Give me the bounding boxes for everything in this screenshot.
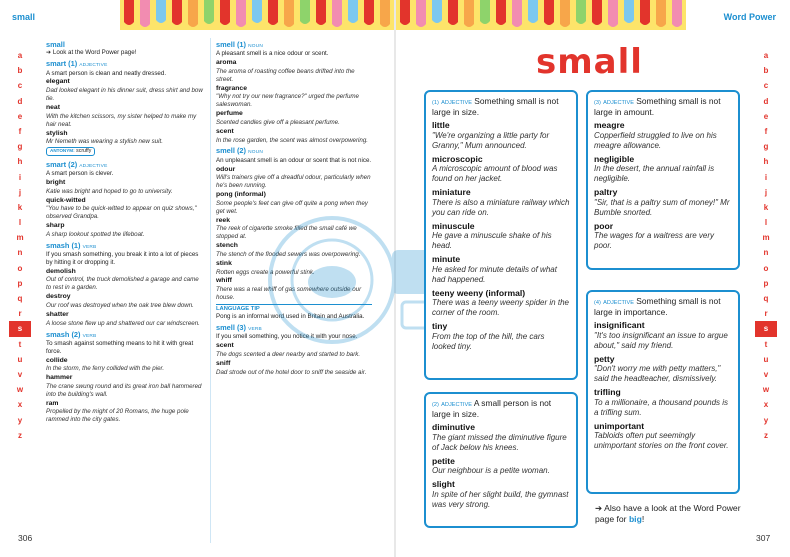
sense-box-3 — [586, 90, 740, 270]
synonym: stench — [216, 242, 238, 250]
part-of-speech: ADJECTIVE — [441, 402, 472, 408]
example-sentence: "Sir, that is a paltry sum of money!" Mr Bumble snorted. — [594, 197, 730, 217]
synonym: miniature — [432, 187, 471, 198]
alphabet-tab-h[interactable]: h — [763, 157, 769, 167]
synonym: destroy — [46, 293, 71, 301]
alphabet-tab-u[interactable]: u — [763, 354, 769, 364]
headword-text: smash (2) — [46, 329, 81, 339]
example-sentence: He asked for minute details of what had happened. — [432, 264, 557, 284]
synonym: ram — [46, 399, 59, 407]
page-number-right: 307 — [756, 533, 771, 543]
synonym: bright — [46, 178, 66, 186]
example-sentence: In spite of her slight build, the gymnast was very strong. — [432, 490, 569, 509]
sense-text: Something small is not large in size. — [432, 96, 559, 117]
synonym: meagre — [594, 120, 625, 131]
alphabet-tab-d[interactable]: d — [17, 96, 23, 106]
example-sentence: Some people's feet can give off quite a pong when they get wet. — [216, 199, 368, 215]
alphabet-tab-b[interactable]: b — [763, 66, 769, 76]
alphabet-tab-d[interactable]: d — [763, 96, 769, 106]
part-of-speech: VERB — [82, 244, 97, 250]
example-sentence: A microscopic amount of blood was found on her jacket. — [432, 164, 558, 184]
synonym: sniff — [216, 360, 231, 368]
running-head-left: small — [12, 12, 36, 22]
synonym: teeny weeny (informal) — [432, 287, 526, 298]
alphabet-tab-i[interactable]: i — [18, 172, 22, 182]
example-sentence: Tabloids often put seemingly unimportant stories on the front cover. — [594, 431, 729, 451]
synonym: perfume — [216, 110, 243, 118]
alphabet-tab-t[interactable]: t — [18, 339, 22, 349]
entry-headword — [46, 160, 204, 170]
alphabet-tab-w[interactable]: w — [762, 385, 770, 395]
see-also-text: ➔ Also have a look at the Word Power page for — [595, 503, 741, 524]
alphabet-tab-w[interactable]: w — [16, 385, 24, 395]
sense-box-1 — [424, 90, 578, 380]
entry-headword — [46, 241, 204, 251]
alphabet-tab-j[interactable]: j — [764, 187, 768, 197]
page-title: small — [536, 42, 643, 82]
sense-definition — [432, 96, 570, 117]
alphabet-tab-e[interactable]: e — [17, 111, 23, 121]
definition: A smart person is clever. — [46, 170, 114, 177]
alphabet-tab-a[interactable]: a — [763, 51, 769, 60]
alphabet-tab-k[interactable]: k — [17, 202, 23, 212]
sense-number: (3) — [594, 100, 601, 106]
entry-headword — [216, 323, 372, 333]
synonym: stink — [216, 259, 232, 267]
example-sentence: "It's too insignificant an issue to argue about," said my friend. — [594, 331, 728, 350]
page-gutter — [394, 0, 396, 557]
synonym: pong (informal) — [216, 191, 266, 199]
running-head-right: Word Power — [723, 12, 776, 22]
headword-text: smart (1) — [46, 59, 78, 69]
alphabet-tab-p[interactable]: p — [17, 278, 23, 288]
alphabet-tab-p[interactable]: p — [763, 278, 769, 288]
alphabet-tab-k[interactable]: k — [763, 202, 769, 212]
example-sentence: Will's trainers give off a dreadful odour, particularly when he's been running. — [216, 174, 371, 190]
example-sentence: The aroma of roasting coffee beans drifted into the street. — [216, 67, 355, 83]
part-of-speech: ADJECTIVE — [603, 100, 634, 106]
example-sentence: "We're organizing a little party for Granny," Mum announced. — [432, 131, 550, 150]
alphabet-tab-z[interactable]: z — [764, 430, 768, 440]
synonym: unimportant — [594, 420, 645, 431]
entry-headword — [216, 146, 372, 156]
see-also-link[interactable]: big — [628, 513, 642, 524]
alphabet-tabs-right — [759, 48, 773, 443]
example-sentence: He gave a minuscule shake of his head. — [432, 231, 552, 251]
synonym: poor — [594, 220, 614, 231]
synonym: sharp — [46, 222, 65, 230]
alphabet-tab-x[interactable]: x — [17, 400, 23, 410]
example-sentence: "Why not try our new fragrance?" urged the perfume saleswoman. — [216, 93, 359, 109]
part-of-speech: ADJECTIVE — [79, 163, 108, 169]
definition: Pong is an informal word used in Britain and Australia. — [216, 313, 365, 321]
synonym: paltry — [594, 187, 618, 198]
example-sentence: To a millionaire, a thousand pounds is a trifling sum. — [594, 397, 729, 417]
example-sentence: A loose stone flew up and shattered our car windscreen. — [46, 319, 200, 327]
headword-text: smell (3) — [216, 323, 246, 333]
page-number-left: 306 — [18, 533, 33, 543]
example-sentence: The crane swung round and its great iron ball hammered into the building's wall. — [46, 382, 202, 398]
definition: To smash against something means to hit it with great force. — [46, 339, 194, 355]
alphabet-tab-v[interactable]: v — [763, 369, 769, 379]
synonym: petite — [432, 455, 455, 466]
alphabet-tab-m[interactable]: m — [762, 233, 770, 243]
example-sentence: In the storm, the ferry collided with the pier. — [46, 365, 165, 373]
left-column-1 — [46, 38, 204, 424]
synonym: collide — [46, 356, 68, 364]
see-also-note — [595, 503, 745, 524]
alphabet-tab-z[interactable]: z — [18, 430, 22, 440]
synonym: shatter — [46, 310, 69, 318]
sense-number: (1) — [432, 100, 439, 106]
example-sentence: The giant missed the diminutive figure of Jack below his knees. — [432, 433, 567, 452]
alphabet-tab-s[interactable]: s — [9, 321, 31, 336]
alphabet-tab-q[interactable]: q — [17, 294, 23, 303]
example-sentence: Katie was bright and hoped to go to university. — [46, 187, 173, 195]
example-sentence: There was a real whiff of gas somewhere outside our house. — [216, 286, 362, 302]
alphabet-tab-a[interactable]: a — [17, 51, 23, 60]
alphabet-tab-o[interactable]: o — [17, 263, 23, 273]
example-sentence: The wages for a waitress are very poor. — [594, 231, 715, 251]
headword-text: smash (1) — [46, 240, 81, 250]
alphabet-tab-l[interactable]: l — [764, 218, 768, 228]
synonym: fragrance — [216, 84, 247, 92]
definition: A smart person is clean and neatly dressed. — [46, 69, 167, 77]
synonym: microscopic — [432, 153, 483, 164]
sense-definition — [594, 96, 732, 117]
top-decoration-left — [120, 0, 394, 30]
sense-box-4 — [586, 290, 740, 494]
alphabet-tab-o[interactable]: o — [763, 263, 769, 273]
headword-text: smell (1) — [216, 40, 246, 49]
left-column-2 — [216, 38, 372, 377]
example-sentence: Out of control, the truck demolished a garage and came to rest in a garden. — [46, 276, 199, 292]
example-sentence: A sharp lookout spotted the lifeboat. — [46, 230, 145, 238]
sense-text: Something small is not large in amount. — [594, 96, 721, 117]
synonym: insignificant — [594, 320, 645, 331]
alphabet-tab-g[interactable]: g — [17, 142, 23, 152]
synonym: elegant — [46, 78, 70, 86]
example-sentence: There was a teeny weeny spider in the corner of the room. — [432, 298, 569, 318]
part-of-speech: ADJECTIVE — [441, 100, 472, 106]
alphabet-tab-y[interactable]: y — [17, 415, 23, 425]
sense-number: (2) — [432, 402, 439, 408]
alphabet-tab-h[interactable]: h — [17, 157, 23, 167]
example-sentence: "Don't worry me with petty matters," said the headteacher, dismissively. — [594, 364, 721, 384]
part-of-speech: NOUN — [248, 44, 263, 49]
example-sentence: With the kitchen scissors, my sister helped to make my hair neat. — [46, 112, 197, 128]
alphabet-tab-n[interactable]: n — [17, 248, 23, 258]
alphabet-tab-r[interactable]: r — [764, 309, 768, 319]
entry-headword — [46, 330, 204, 340]
example-sentence: The stench of the flooded sewers was overpowering. — [216, 250, 361, 258]
sense-box-2 — [424, 392, 578, 528]
alphabet-tab-g[interactable]: g — [763, 142, 769, 152]
sense-definition — [594, 296, 732, 317]
alphabet-tab-q[interactable]: q — [763, 294, 769, 303]
alphabet-tabs-left — [13, 48, 27, 443]
part-of-speech: VERB — [82, 333, 97, 339]
alphabet-tab-r[interactable]: r — [18, 309, 22, 319]
alphabet-tab-i[interactable]: i — [764, 172, 768, 182]
column-divider — [210, 38, 211, 543]
entry-headword — [46, 59, 204, 69]
synonym: reek — [216, 216, 230, 224]
synonym: petty — [594, 353, 615, 364]
see-also-suffix: ! — [641, 513, 645, 524]
alphabet-tab-l[interactable]: l — [18, 218, 22, 228]
alphabet-tab-m[interactable]: m — [16, 233, 24, 243]
headword-text: smell (2) — [216, 146, 246, 156]
definition: An unpleasant smell is an odour or scent that is not nice. — [216, 156, 372, 164]
synonym: slight — [432, 479, 455, 490]
synonym: odour — [216, 165, 236, 173]
entry-headword — [216, 40, 372, 50]
synonym: quick-witted — [46, 196, 86, 204]
alphabet-tab-n[interactable]: n — [763, 248, 769, 258]
headword-text: smart (2) — [46, 159, 78, 169]
sense-text: Something small is not large in importance. — [594, 296, 721, 317]
part-of-speech: NOUN — [248, 150, 263, 156]
alphabet-tab-b[interactable]: b — [17, 66, 23, 76]
synonym: aroma — [216, 59, 237, 67]
alphabet-tab-c[interactable]: c — [17, 81, 23, 91]
synonym: little — [432, 120, 450, 131]
example-sentence: "You have to be quick-witted to appear on quiz shows," observed Grandpa. — [46, 205, 197, 221]
example-sentence: The dogs scented a deer nearby and started to bark. — [216, 351, 361, 359]
alphabet-tab-u[interactable]: u — [17, 354, 23, 364]
synonym: minuscule — [432, 220, 475, 231]
example-sentence: In the desert, the annual rainfall is negligible. — [594, 164, 715, 184]
antonym-word: scruffy — [76, 148, 92, 155]
alphabet-tab-s[interactable]: s — [755, 321, 777, 336]
alphabet-tab-c[interactable]: c — [763, 81, 769, 91]
example-sentence: From the top of the hill, the cars looked tiny. — [432, 331, 545, 351]
synonym: trifling — [594, 387, 621, 398]
synonym: demolish — [46, 267, 76, 275]
antonym-badge — [46, 147, 95, 156]
headword-text: small — [46, 40, 65, 49]
alphabet-tab-v[interactable]: v — [17, 369, 23, 379]
sense-definition — [432, 398, 570, 419]
example-sentence: Our neighbour is a petite woman. — [432, 466, 550, 476]
synonym: minute — [432, 254, 461, 265]
example-sentence: Propelled by the might of 20 Romans, the huge pole rammed into the city gates. — [46, 408, 189, 424]
antonym-label: ANTONYM: — [50, 148, 75, 154]
example-sentence: Rotten eggs create a powerful stink. — [216, 268, 315, 276]
example-sentence: There is also a miniature railway which you can ride on. — [432, 197, 570, 217]
definition: A pleasant smell is a nice odour or scent. — [216, 50, 329, 58]
part-of-speech: ADJECTIVE — [79, 63, 108, 69]
definition: ➔ Look at the Word Power page! — [46, 49, 137, 57]
example-sentence: In the rose garden, the scent was almost overpowering. — [216, 136, 369, 144]
sense-number: (4) — [594, 300, 601, 306]
definition: If you smell something, you notice it with your nose. — [216, 333, 358, 341]
example-sentence: Dad strode out of the hotel door to sniff the seaside air. — [216, 368, 367, 376]
top-decoration-right — [396, 0, 686, 30]
alphabet-tab-y[interactable]: y — [763, 415, 769, 425]
synonym: stylish — [46, 129, 68, 137]
language-tip-heading: LANGUAGE TIP — [216, 304, 372, 313]
alphabet-tab-x[interactable]: x — [763, 400, 769, 410]
alphabet-tab-f[interactable]: f — [764, 126, 768, 136]
synonym: scent — [216, 342, 234, 350]
sense-text: A small person is not large in size. — [432, 398, 552, 419]
part-of-speech: ADJECTIVE — [603, 300, 634, 306]
example-sentence: Dad looked elegant in his dinner suit, dress shirt and bow tie. — [46, 87, 203, 103]
example-sentence: Mr Nemeth was wearing a stylish new suit. — [46, 138, 163, 146]
example-sentence: The reek of cigarette smoke filled the small café we stopped at. — [216, 225, 357, 241]
alphabet-tab-j[interactable]: j — [18, 187, 22, 197]
synonym: neat — [46, 104, 60, 112]
alphabet-tab-f[interactable]: f — [18, 126, 22, 136]
part-of-speech: VERB — [248, 327, 262, 333]
synonym: tiny — [432, 321, 448, 332]
entry-headword — [46, 40, 204, 49]
synonym: hammer — [46, 374, 73, 382]
synonym: diminutive — [432, 422, 475, 433]
alphabet-tab-e[interactable]: e — [763, 111, 769, 121]
synonym: scent — [216, 127, 234, 135]
synonym: whiff — [216, 277, 232, 285]
alphabet-tab-t[interactable]: t — [764, 339, 768, 349]
definition: If you smash something, you break it into a lot of pieces by hitting it or dropping it. — [46, 250, 199, 266]
example-sentence: Scented candles give off a pleasant perfume. — [216, 118, 340, 126]
example-sentence: Our roof was destroyed when the oak tree blew down. — [46, 302, 194, 309]
example-sentence: Copperfield struggled to live on his meagre allowance. — [594, 131, 717, 150]
synonym: negligible — [594, 153, 635, 164]
